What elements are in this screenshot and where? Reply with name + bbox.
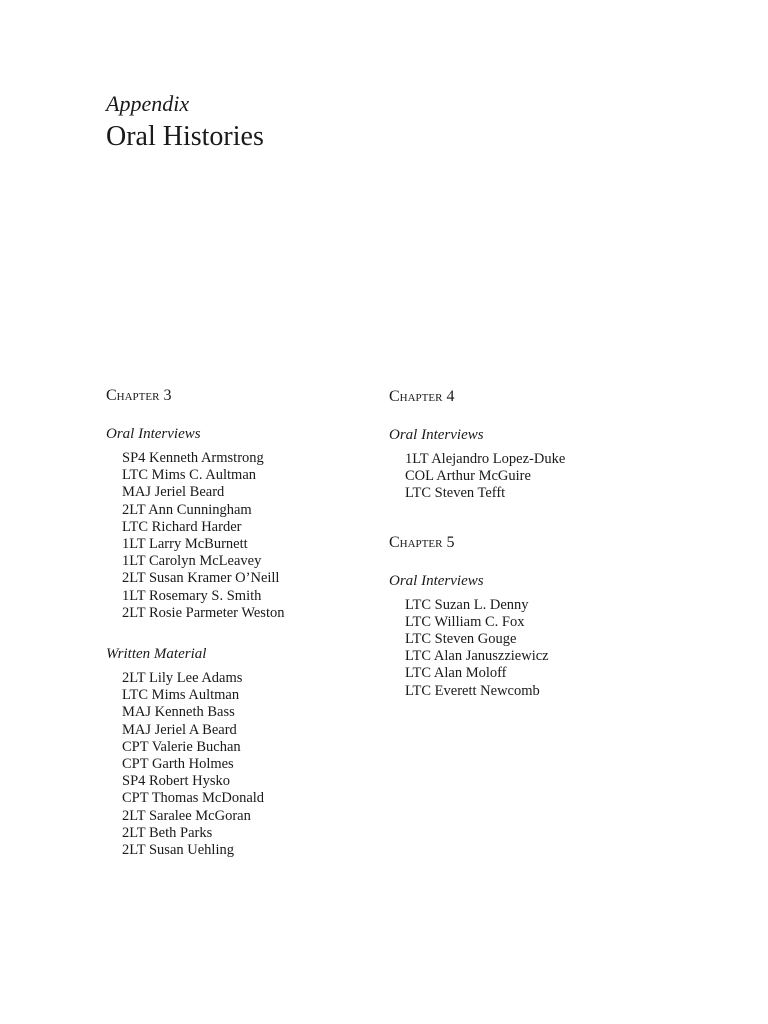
list-item: LTC Richard Harder: [122, 518, 242, 535]
list-item: LTC William C. Fox: [405, 613, 525, 630]
chapter-4-heading: Chapter 4: [389, 388, 455, 405]
list-item: COL Arthur McGuire: [405, 468, 531, 485]
chapter-3-oral-interviews-heading: Oral Interviews: [106, 426, 201, 442]
list-item: LTC Everett Newcomb: [405, 682, 540, 699]
list-item: 1LT Alejandro Lopez-Duke: [405, 451, 566, 467]
chapter-3-written-material-list: [106, 670, 376, 859]
chapter-3-oral-interviews-list: [106, 450, 376, 622]
chapter-4-oral-interviews-list: [389, 451, 659, 503]
list-item: 2LT Beth Parks: [122, 824, 213, 841]
list-item: LTC Mims C. Aultman: [122, 467, 257, 484]
list-item: CPT Thomas McDonald: [122, 790, 265, 807]
list-item: LTC Mims Aultman: [122, 687, 240, 704]
chapter-5-oral-interviews-heading: Oral Interviews: [389, 572, 484, 589]
list-item: 2LT Saralee McGoran: [122, 807, 251, 824]
list-item: 1LT Carolyn McLeavey: [122, 553, 262, 570]
chapter-4-5-column: [389, 387, 659, 700]
chapter-5-heading: Chapter 5: [389, 533, 455, 551]
appendix-label: Appendix: [106, 91, 190, 116]
list-item: 1LT Rosemary S. Smith: [122, 587, 262, 604]
chapter-3-column: [106, 386, 376, 859]
list-item: LTC Suzan L. Denny: [405, 596, 529, 613]
list-item: CPT Valerie Buchan: [122, 738, 241, 755]
list-item: CPT Garth Holmes: [122, 756, 234, 773]
list-item: 1LT Larry McBurnett: [122, 536, 248, 553]
list-item: SP4 Kenneth Armstrong: [122, 450, 264, 466]
list-item: MAJ Kenneth Bass: [122, 704, 235, 721]
list-item: LTC Alan Moloff: [405, 665, 507, 682]
list-item: LTC Steven Tefft: [405, 485, 506, 502]
chapter-3-written-material-heading: Written Material: [106, 646, 207, 663]
chapter-3-heading: Chapter 3: [106, 387, 172, 404]
list-item: 2LT Lily Lee Adams: [122, 670, 243, 687]
list-item: 2LT Ann Cunningham: [122, 501, 252, 518]
chapter-4-oral-interviews-heading: Oral Interviews: [389, 427, 484, 443]
list-item: SP4 Robert Hysko: [122, 773, 230, 790]
list-item: 2LT Susan Uehling: [122, 842, 234, 859]
list-item: LTC Alan Januszziewicz: [405, 648, 549, 665]
list-item: MAJ Jeriel Beard: [122, 484, 225, 501]
list-item: MAJ Jeriel A Beard: [122, 721, 237, 738]
page-title: Oral Histories: [106, 121, 264, 152]
list-item: 2LT Rosie Parmeter Weston: [122, 604, 285, 621]
list-item: 2LT Susan Kramer O’Neill: [122, 570, 280, 587]
list-item: LTC Steven Gouge: [405, 631, 517, 648]
page-header: [106, 90, 264, 154]
chapter-5-oral-interviews-list: [389, 597, 659, 700]
